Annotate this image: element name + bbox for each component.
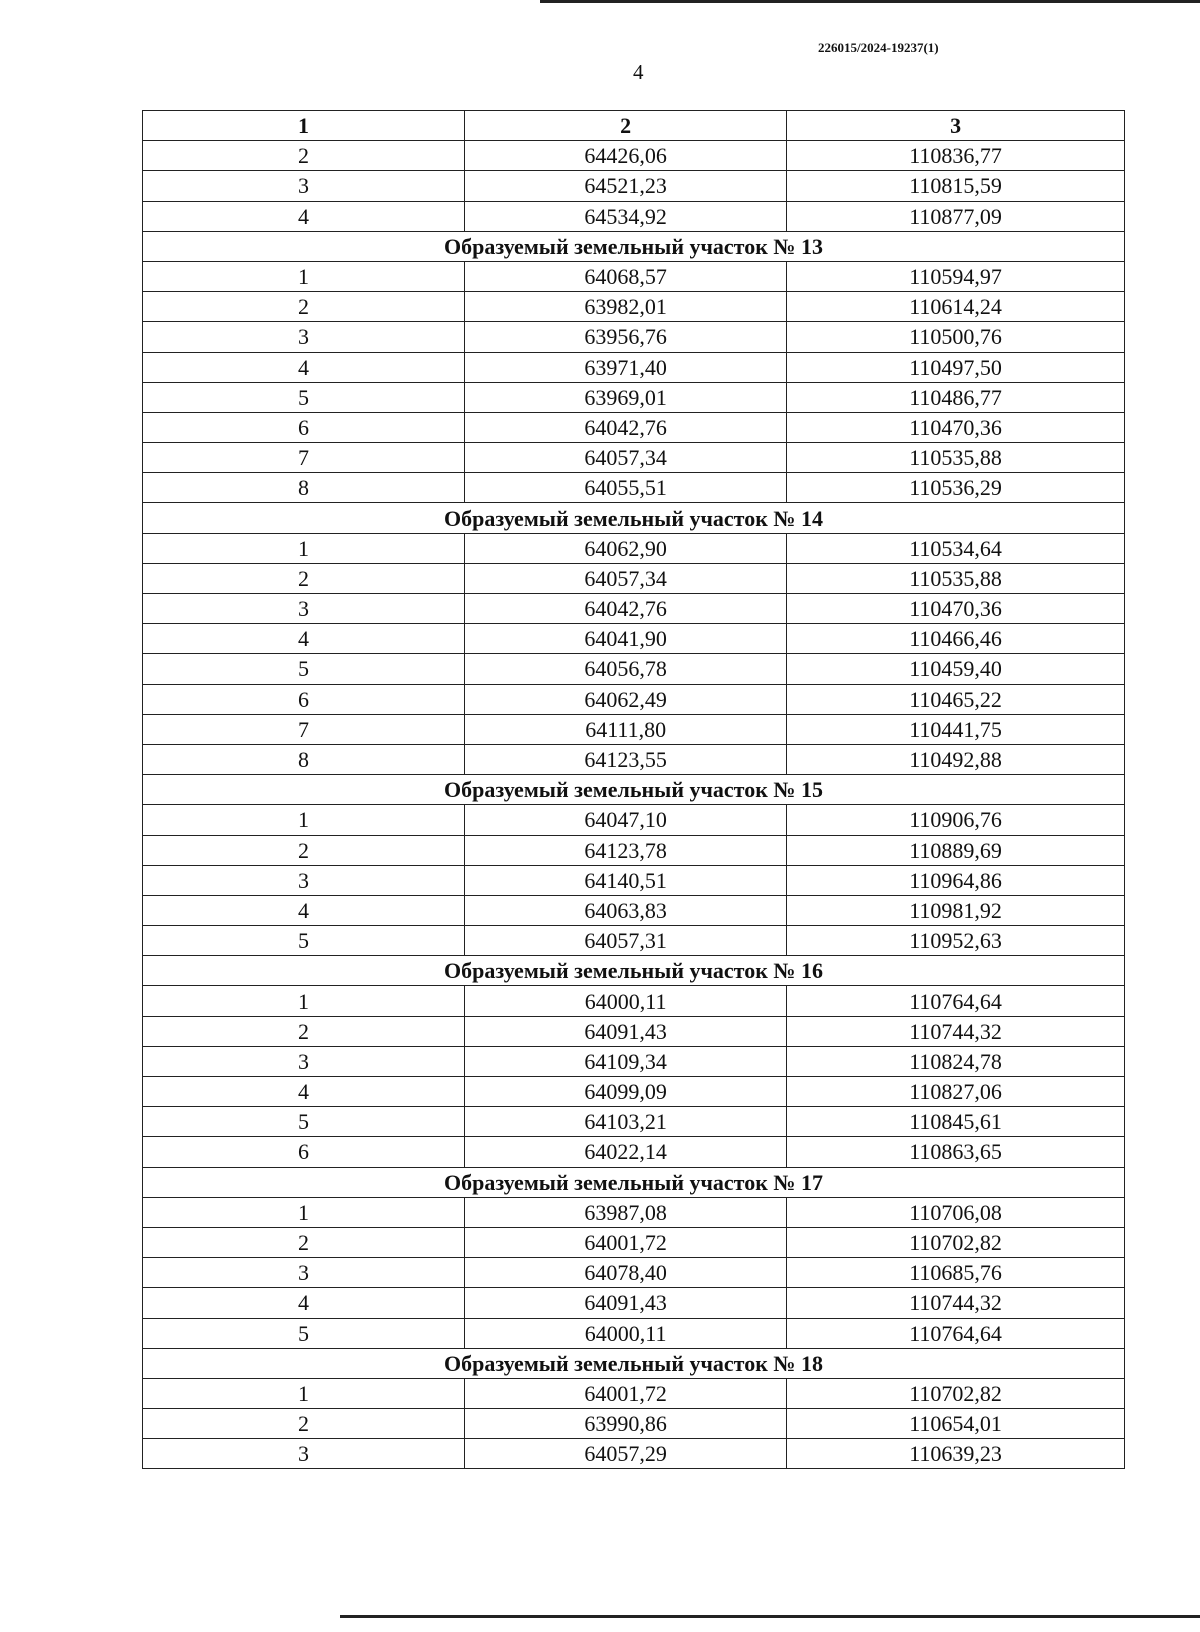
point-number-cell: 5 <box>143 926 465 956</box>
y-coordinate-cell: 110863,65 <box>787 1137 1125 1167</box>
point-number-cell: 6 <box>143 684 465 714</box>
y-coordinate-cell: 110702,82 <box>787 1227 1125 1257</box>
x-coordinate-cell: 64057,34 <box>465 443 787 473</box>
y-coordinate-cell: 110535,88 <box>787 443 1125 473</box>
x-coordinate-cell: 64534,92 <box>465 201 787 231</box>
x-coordinate-cell: 64001,72 <box>465 1227 787 1257</box>
header-row <box>143 111 1125 141</box>
y-coordinate-cell: 110654,01 <box>787 1409 1125 1439</box>
x-coordinate-cell: 64042,76 <box>465 594 787 624</box>
x-coordinate-cell: 64056,78 <box>465 654 787 684</box>
table-row <box>143 594 1125 624</box>
x-coordinate-cell: 64091,43 <box>465 1016 787 1046</box>
x-coordinate-cell: 63956,76 <box>465 322 787 352</box>
section-title: Образуемый земельный участок № 16 <box>143 956 1125 986</box>
point-number-cell: 4 <box>143 352 465 382</box>
y-coordinate-cell: 110639,23 <box>787 1439 1125 1469</box>
x-coordinate-cell: 64001,72 <box>465 1378 787 1408</box>
table-row <box>143 1378 1125 1408</box>
point-number-cell: 1 <box>143 986 465 1016</box>
point-number-cell: 7 <box>143 443 465 473</box>
section-row <box>143 775 1125 805</box>
y-coordinate-cell: 110470,36 <box>787 412 1125 442</box>
table-row <box>143 926 1125 956</box>
point-number-cell: 1 <box>143 261 465 291</box>
x-coordinate-cell: 64057,29 <box>465 1439 787 1469</box>
y-coordinate-cell: 110465,22 <box>787 684 1125 714</box>
section-row <box>143 231 1125 261</box>
point-number-cell: 4 <box>143 201 465 231</box>
point-number-cell: 1 <box>143 1378 465 1408</box>
y-coordinate-cell: 110614,24 <box>787 292 1125 322</box>
x-coordinate-cell: 64521,23 <box>465 171 787 201</box>
table-row <box>143 352 1125 382</box>
y-coordinate-cell: 110981,92 <box>787 895 1125 925</box>
x-coordinate-cell: 64140,51 <box>465 865 787 895</box>
table-row <box>143 1227 1125 1257</box>
point-number-cell: 5 <box>143 1107 465 1137</box>
point-number-cell: 8 <box>143 744 465 774</box>
table-row <box>143 1197 1125 1227</box>
x-coordinate-cell: 64078,40 <box>465 1258 787 1288</box>
table-row <box>143 1258 1125 1288</box>
point-number-cell: 3 <box>143 594 465 624</box>
point-number-cell: 4 <box>143 1077 465 1107</box>
table-row <box>143 835 1125 865</box>
section-title: Образуемый земельный участок № 17 <box>143 1167 1125 1197</box>
y-coordinate-cell: 110824,78 <box>787 1046 1125 1076</box>
table-row <box>143 382 1125 412</box>
scan-border-bottom <box>340 1615 1200 1618</box>
x-coordinate-cell: 64000,11 <box>465 986 787 1016</box>
table-header <box>143 111 1125 141</box>
y-coordinate-cell: 110459,40 <box>787 654 1125 684</box>
table-row <box>143 1318 1125 1348</box>
point-number-cell: 3 <box>143 1258 465 1288</box>
point-number-cell: 4 <box>143 1288 465 1318</box>
coordinates-table <box>142 110 1125 1469</box>
section-title: Образуемый земельный участок № 18 <box>143 1348 1125 1378</box>
x-coordinate-cell: 63969,01 <box>465 382 787 412</box>
x-coordinate-cell: 64022,14 <box>465 1137 787 1167</box>
x-coordinate-cell: 64123,55 <box>465 744 787 774</box>
point-number-cell: 1 <box>143 805 465 835</box>
table-row <box>143 1409 1125 1439</box>
table-row <box>143 533 1125 563</box>
point-number-cell: 3 <box>143 171 465 201</box>
x-coordinate-cell: 64062,49 <box>465 684 787 714</box>
table-row <box>143 1107 1125 1137</box>
point-number-cell: 3 <box>143 322 465 352</box>
x-coordinate-cell: 64057,34 <box>465 563 787 593</box>
table-row <box>143 744 1125 774</box>
y-coordinate-cell: 110815,59 <box>787 171 1125 201</box>
table-row <box>143 171 1125 201</box>
y-coordinate-cell: 110845,61 <box>787 1107 1125 1137</box>
table-row <box>143 654 1125 684</box>
y-coordinate-cell: 110877,09 <box>787 201 1125 231</box>
x-coordinate-cell: 64099,09 <box>465 1077 787 1107</box>
table-row <box>143 412 1125 442</box>
y-coordinate-cell: 110764,64 <box>787 1318 1125 1348</box>
point-number-cell: 2 <box>143 141 465 171</box>
y-coordinate-cell: 110500,76 <box>787 322 1125 352</box>
y-coordinate-cell: 110702,82 <box>787 1378 1125 1408</box>
y-coordinate-cell: 110827,06 <box>787 1077 1125 1107</box>
point-number-cell: 2 <box>143 563 465 593</box>
section-row <box>143 1348 1125 1378</box>
table-row <box>143 1439 1125 1469</box>
table-row <box>143 322 1125 352</box>
x-coordinate-cell: 64123,78 <box>465 835 787 865</box>
y-coordinate-cell: 110594,97 <box>787 261 1125 291</box>
y-coordinate-cell: 110744,32 <box>787 1288 1125 1318</box>
table-row <box>143 1016 1125 1046</box>
document-id: 226015/2024-19237(1) <box>818 40 939 55</box>
x-coordinate-cell: 64062,90 <box>465 533 787 563</box>
x-coordinate-cell: 63971,40 <box>465 352 787 382</box>
y-coordinate-cell: 110492,88 <box>787 744 1125 774</box>
point-number-cell: 4 <box>143 895 465 925</box>
y-coordinate-cell: 110470,36 <box>787 594 1125 624</box>
y-coordinate-cell: 110889,69 <box>787 835 1125 865</box>
table-row <box>143 1288 1125 1318</box>
x-coordinate-cell: 63990,86 <box>465 1409 787 1439</box>
y-coordinate-cell: 110836,77 <box>787 141 1125 171</box>
x-coordinate-cell: 64091,43 <box>465 1288 787 1318</box>
point-number-cell: 3 <box>143 1439 465 1469</box>
x-coordinate-cell: 64068,57 <box>465 261 787 291</box>
section-row <box>143 503 1125 533</box>
column-header-1: 1 <box>143 111 465 141</box>
table-row <box>143 1077 1125 1107</box>
y-coordinate-cell: 110964,86 <box>787 865 1125 895</box>
point-number-cell: 5 <box>143 654 465 684</box>
point-number-cell: 2 <box>143 1016 465 1046</box>
y-coordinate-cell: 110764,64 <box>787 986 1125 1016</box>
point-number-cell: 2 <box>143 292 465 322</box>
x-coordinate-cell: 63982,01 <box>465 292 787 322</box>
table-row <box>143 805 1125 835</box>
section-title: Образуемый земельный участок № 13 <box>143 231 1125 261</box>
x-coordinate-cell: 64111,80 <box>465 714 787 744</box>
x-coordinate-cell: 64063,83 <box>465 895 787 925</box>
x-coordinate-cell: 64000,11 <box>465 1318 787 1348</box>
table-row <box>143 563 1125 593</box>
x-coordinate-cell: 64041,90 <box>465 624 787 654</box>
x-coordinate-cell: 64109,34 <box>465 1046 787 1076</box>
point-number-cell: 6 <box>143 1137 465 1167</box>
section-title: Образуемый земельный участок № 14 <box>143 503 1125 533</box>
column-header-2: 2 <box>465 111 787 141</box>
table-row <box>143 986 1125 1016</box>
table-row <box>143 1046 1125 1076</box>
y-coordinate-cell: 110534,64 <box>787 533 1125 563</box>
table-row <box>143 895 1125 925</box>
y-coordinate-cell: 110706,08 <box>787 1197 1125 1227</box>
point-number-cell: 2 <box>143 1409 465 1439</box>
point-number-cell: 4 <box>143 624 465 654</box>
x-coordinate-cell: 64103,21 <box>465 1107 787 1137</box>
y-coordinate-cell: 110744,32 <box>787 1016 1125 1046</box>
x-coordinate-cell: 64426,06 <box>465 141 787 171</box>
point-number-cell: 3 <box>143 865 465 895</box>
column-header-3: 3 <box>787 111 1125 141</box>
y-coordinate-cell: 110466,46 <box>787 624 1125 654</box>
y-coordinate-cell: 110486,77 <box>787 382 1125 412</box>
x-coordinate-cell: 64055,51 <box>465 473 787 503</box>
y-coordinate-cell: 110952,63 <box>787 926 1125 956</box>
point-number-cell: 6 <box>143 412 465 442</box>
table-row <box>143 443 1125 473</box>
point-number-cell: 5 <box>143 1318 465 1348</box>
section-title: Образуемый земельный участок № 15 <box>143 775 1125 805</box>
table-row <box>143 141 1125 171</box>
point-number-cell: 2 <box>143 835 465 865</box>
table-row <box>143 684 1125 714</box>
x-coordinate-cell: 64057,31 <box>465 926 787 956</box>
point-number-cell: 1 <box>143 1197 465 1227</box>
y-coordinate-cell: 110906,76 <box>787 805 1125 835</box>
point-number-cell: 1 <box>143 533 465 563</box>
x-coordinate-cell: 64047,10 <box>465 805 787 835</box>
table-row <box>143 1137 1125 1167</box>
scan-border-top <box>540 0 1200 3</box>
table-row <box>143 473 1125 503</box>
point-number-cell: 8 <box>143 473 465 503</box>
section-row <box>143 956 1125 986</box>
y-coordinate-cell: 110535,88 <box>787 563 1125 593</box>
table-row <box>143 261 1125 291</box>
point-number-cell: 2 <box>143 1227 465 1257</box>
point-number-cell: 7 <box>143 714 465 744</box>
y-coordinate-cell: 110536,29 <box>787 473 1125 503</box>
y-coordinate-cell: 110685,76 <box>787 1258 1125 1288</box>
page-number: 4 <box>633 60 644 84</box>
y-coordinate-cell: 110497,50 <box>787 352 1125 382</box>
x-coordinate-cell: 63987,08 <box>465 1197 787 1227</box>
table-row <box>143 624 1125 654</box>
point-number-cell: 3 <box>143 1046 465 1076</box>
point-number-cell: 5 <box>143 382 465 412</box>
y-coordinate-cell: 110441,75 <box>787 714 1125 744</box>
section-row <box>143 1167 1125 1197</box>
x-coordinate-cell: 64042,76 <box>465 412 787 442</box>
table-row <box>143 714 1125 744</box>
table-row <box>143 292 1125 322</box>
table-row <box>143 865 1125 895</box>
table-body <box>143 141 1125 1469</box>
table-row <box>143 201 1125 231</box>
